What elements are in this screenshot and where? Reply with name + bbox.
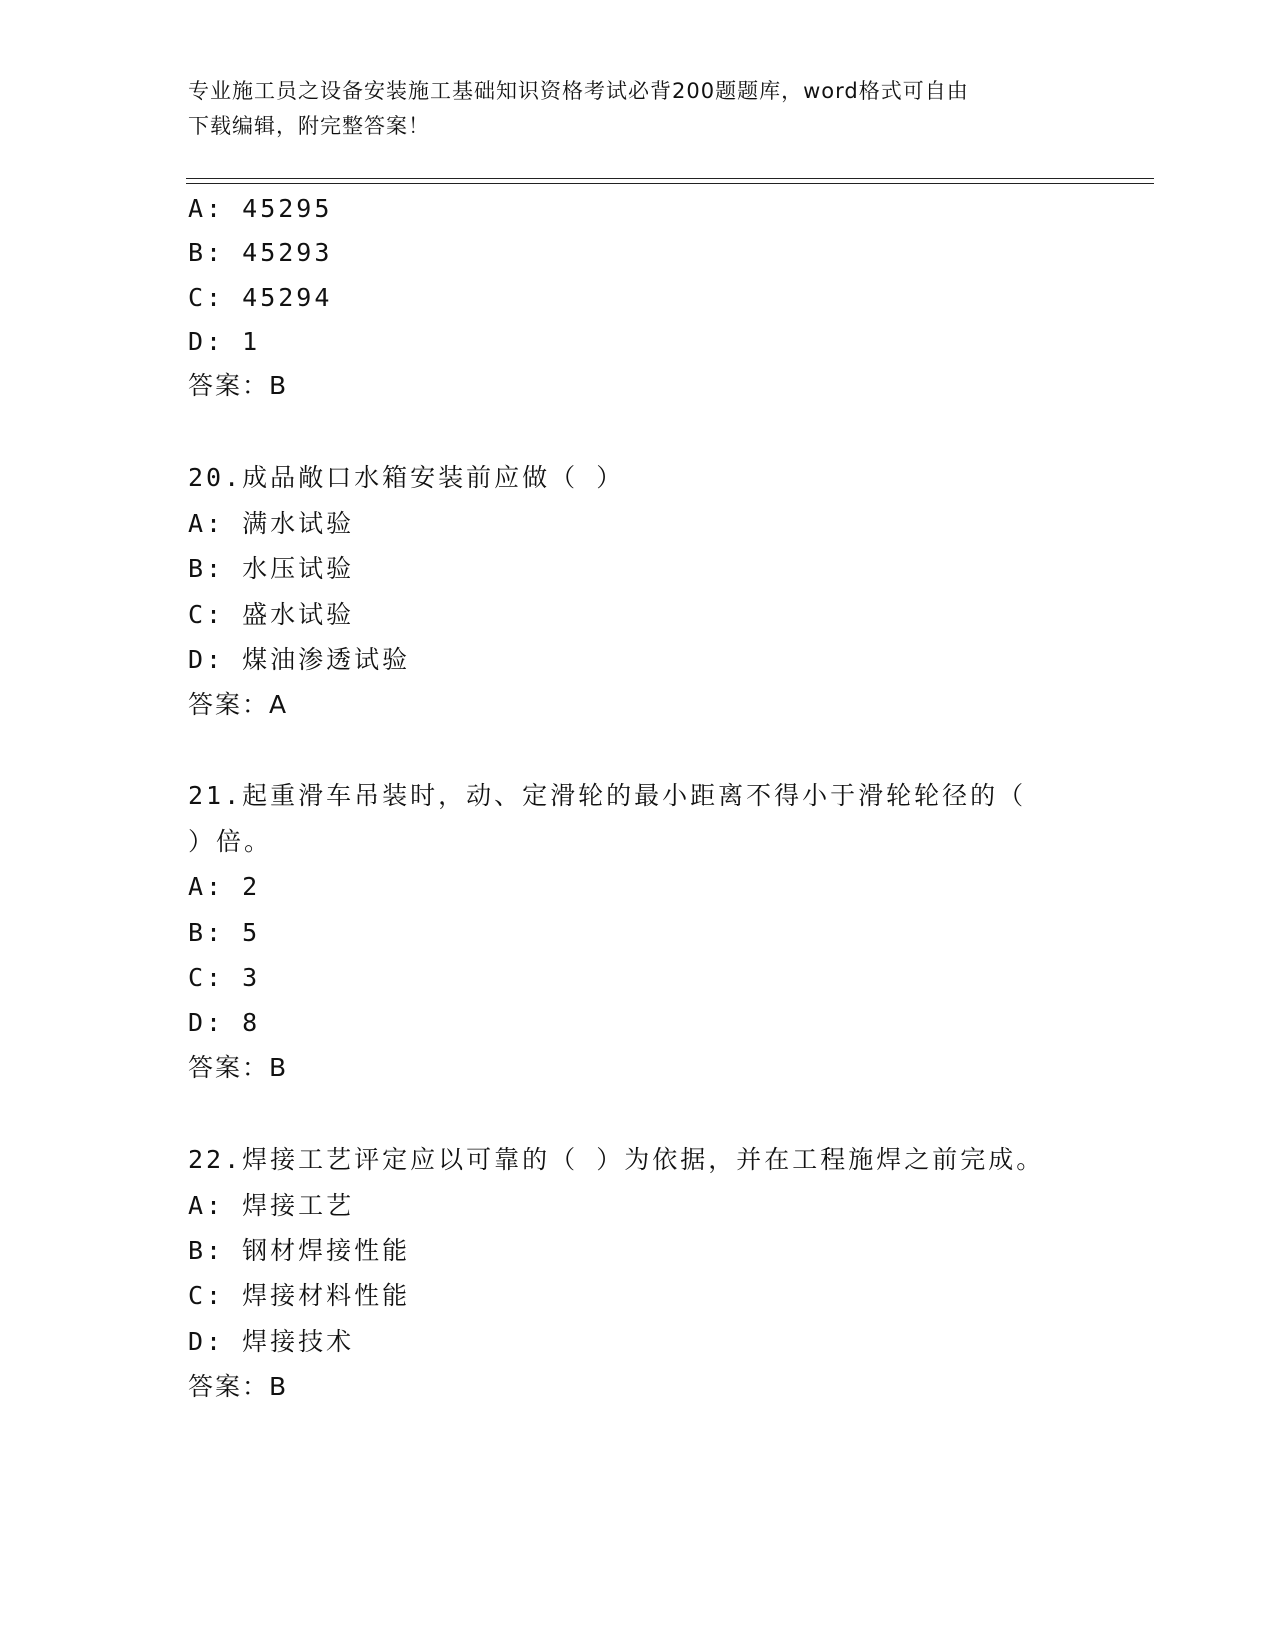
document-header [188, 74, 1088, 144]
q22-option-b: B: 钢材焊接性能 [188, 1236, 411, 1265]
q21-option-b: B: 5 [188, 918, 261, 947]
header-divider-top [186, 178, 1154, 179]
q19-option-a: A: 45295 [188, 194, 333, 223]
q19-option-d: D: 1 [188, 327, 261, 356]
q22-option-c: C: 焊接材料性能 [188, 1281, 411, 1310]
q21-option-d: D: 8 [188, 1008, 261, 1037]
q20-option-b: B: 水压试验 [188, 554, 355, 583]
q20-option-a: A: 满水试验 [188, 509, 355, 538]
header-line-1: 专业施工员之设备安装施工基础知识资格考试必背200题题库，word格式可自由 [188, 79, 969, 103]
q21-answer: 答案：B [188, 1053, 289, 1082]
q19-option-b: B: 45293 [188, 238, 333, 267]
header-line-2: 下载编辑，附完整答案！ [188, 114, 430, 138]
q19-answer: 答案：B [188, 371, 289, 400]
q21-question-line-2: ）倍。 [188, 827, 273, 856]
header-divider-bottom [186, 183, 1154, 184]
q20-option-d: D: 煤油渗透试验 [188, 645, 411, 674]
q21-question-line-1: 21.起重滑车吊装时，动、定滑轮的最小距离不得小于滑轮轮径的（ [188, 781, 1027, 810]
q22-question: 22.焊接工艺评定应以可靠的（ ）为依据，并在工程施焊之前完成。 [188, 1145, 1045, 1174]
q20-question: 20.成品敞口水箱安装前应做（ ） [188, 463, 625, 492]
q21-option-c: C: 3 [188, 963, 261, 992]
q20-answer: 答案：A [188, 690, 289, 719]
q22-answer: 答案：B [188, 1372, 289, 1401]
q20-option-c: C: 盛水试验 [188, 600, 355, 629]
q22-option-d: D: 焊接技术 [188, 1327, 355, 1356]
q19-option-c: C: 45294 [188, 283, 333, 312]
q21-option-a: A: 2 [188, 872, 261, 901]
q22-option-a: A: 焊接工艺 [188, 1191, 355, 1220]
